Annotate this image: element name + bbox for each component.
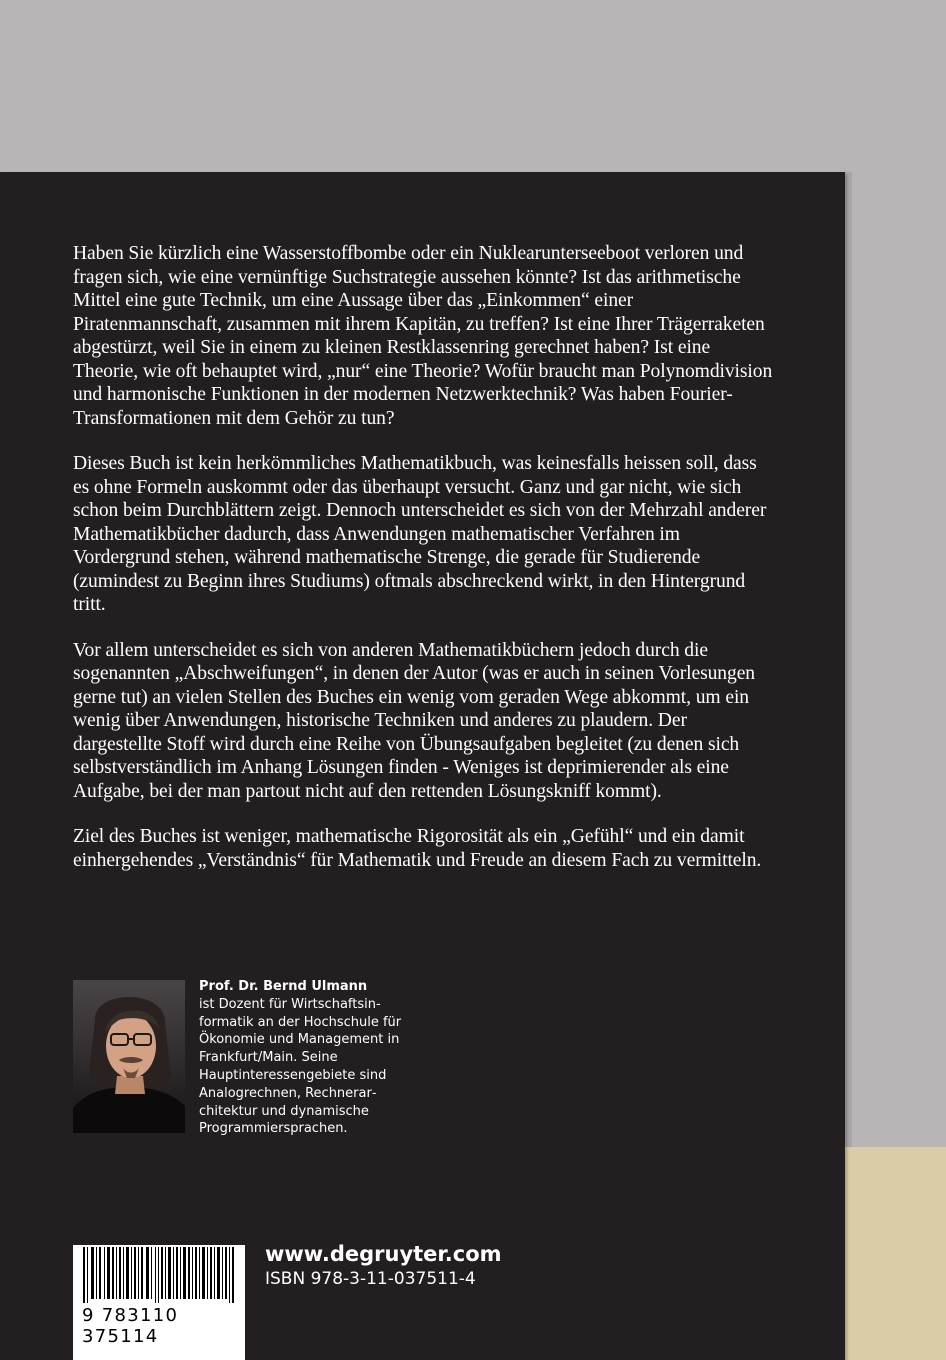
blurb-paragraph-1: Haben Sie kürzlich eine Wasserstoffbombe oder ein Nuklearunterseeboot verloren und fragen sich, wie eine vernünftige Suchstrategie aussehen könnte? Ist das arithmetische Mittel eine gute Technik, um eine Aussage über das „Einkommen“ einer Piratenmannschaft, zusammen mit ihrem Kapitän, zu treffen? Ist eine Ihrer Trägerraketen abgestürzt, weil Sie in einem zu kleinen Restklassenring gerechnet haben? Ist eine Theorie, wie oft behauptet wird, „nur“ eine Theorie? Wofür braucht man Polynomdivision und harmonische Funktionen in der modernen Netzwerktechnik? Was haben Fourier-Transformationen mit dem Gehör zu tun? xyxy=(73,243,773,429)
isbn: ISBN 978-3-11-037511-4 xyxy=(265,1269,476,1289)
blurb-paragraph-4: Ziel des Buches ist weniger, mathematische Rigorosität als ein „Gefühl“ und ein damit einhergehendes „Verständnis“ für Mathematik und Freude an diesem Fach zu vermitteln. xyxy=(73,826,762,871)
back-cover xyxy=(0,172,845,1360)
blurb-paragraph-3: Vor allem unterscheidet es sich von anderen Mathematikbüchern jedoch durch die sogenannten „Abschweifungen“, in denen der Autor (was er auch in seinen Vorlesungen gerne tut) an vielen Stellen des Buches ein wenig vom geraden Wege abkommt, um ein wenig über Anwendungen, historische Techniken und anderes zu plaudern. Der dargestellte Stoff wird durch eine Reihe von Übungsaufgaben begleitet (zu denen sich selbstverständlich im Anhang Lösungen finden - Weniges ist deprimierender als eine Aufgabe, bei der man partout nicht auf den rettenden Lösungskniff kommt). xyxy=(73,639,755,802)
barcode-bars xyxy=(73,1245,245,1305)
publisher-url: www.degruyter.com xyxy=(265,1242,502,1266)
author-name: Prof. Dr. Bernd Ulmann xyxy=(199,979,368,994)
barcode-digits: 9 783110 375114 xyxy=(82,1305,179,1347)
underlying-page-strip xyxy=(845,1147,946,1360)
blurb-text xyxy=(73,242,773,894)
author-photo xyxy=(73,980,185,1133)
blurb-paragraph-2: Dieses Buch ist kein herkömmliches Mathematikbuch, was keinesfalls heissen soll, dass es ohne Formeln auskommt oder das überhaupt versucht. Ganz und gar nicht, wie sich schon beim Durchblättern zeigt. Dennoch unterscheidet es sich von der Mehrzahl anderer Mathematikbücher dadurch, dass Anwendungen mathematischer Verfahren im Vordergrund stehen, während mathematische Strenge, die gerade für Studierende (zumindest zu Beginn ihres Studiums) oftmals abschreckend wirkt, in den Hintergrund tritt. xyxy=(73,453,767,615)
barcode xyxy=(73,1245,245,1360)
author-bio-text: ist Dozent für Wirtschaftsinformatik an der Hochschule für Ökonomie und Management in Frankfurt/Main. Seine Hauptinteressengebiete sind Analogrechnen, Rechnerarchitektur und dynamische Programmiersprachen. xyxy=(199,996,402,1137)
author-bio xyxy=(199,978,429,1138)
